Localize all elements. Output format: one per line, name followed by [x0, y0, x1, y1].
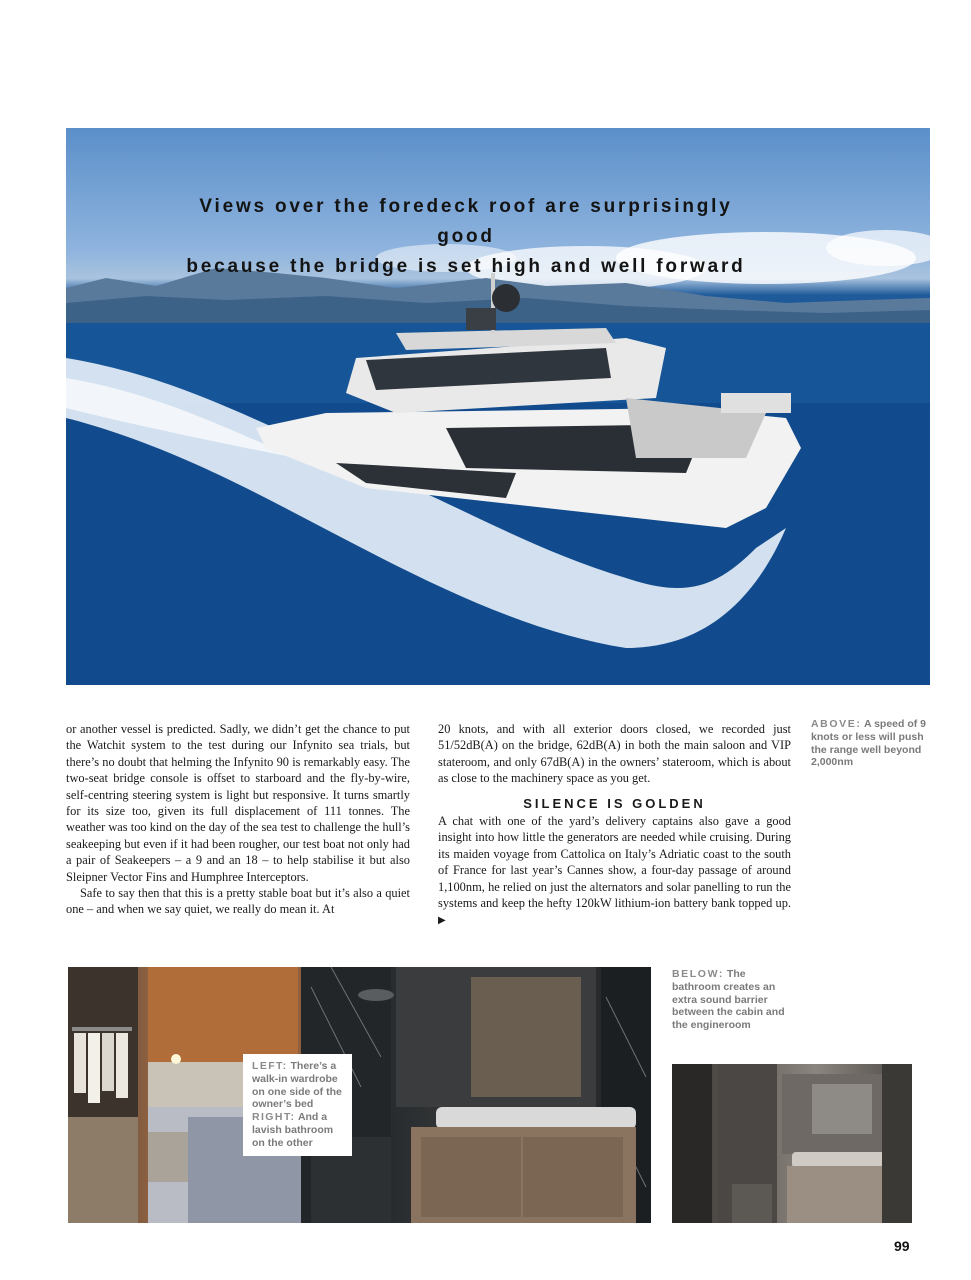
- bathroom-photo: [301, 967, 651, 1223]
- hero-photo-yacht: [66, 128, 930, 685]
- bathroom-photo-small: [672, 1064, 912, 1223]
- caption-above-text: A speed of 9 knots or less will push the range well beyond 2,000nm: [811, 718, 927, 769]
- caption-above: [811, 718, 926, 769]
- column1-paragraph-2: Safe to say then that this is a pretty stable boat but it’s also a quiet one – and when we say quiet, we really do mean it. At: [66, 886, 410, 917]
- caption-left-text: There’s a walk-in wardrobe on one side of the owner’s bed: [252, 1060, 342, 1111]
- caption-below-label: BELOW:: [672, 968, 724, 980]
- hero-caption: [176, 192, 756, 282]
- column2-paragraph-2: [438, 813, 791, 930]
- caption-right-label: RIGHT:: [252, 1111, 296, 1124]
- caption-above-label: ABOVE:: [811, 718, 862, 730]
- section-subhead: SILENCE IS GOLDEN: [523, 795, 706, 811]
- caption-left-right: [243, 1054, 352, 1156]
- page-number: 99: [894, 1238, 910, 1254]
- caption-below-text: The bathroom creates an extra sound barrier between the cabin and the engineroom: [672, 968, 785, 1032]
- column2-paragraph-2-text: A chat with one of the yard’s delivery captains also gave a good insight into how little the generators are needed while cruising. During its maiden voyage from Cattolica on Italy’s Adriatic coast to the south of France for last year’s Cannes show, a four-day passage of around 1,100nm, he relied on just the alternators and solar panelling to run the systems and keep the hefty 120kW lithium-ion battery bank topped up.: [438, 814, 791, 911]
- caption-right-text: And a lavish bathroom on the other: [252, 1111, 334, 1149]
- caption-below: [672, 968, 792, 1032]
- bathroom-illustration: [301, 967, 651, 1223]
- hero-caption-line1: Views over the foredeck roof are surprisingly good: [199, 196, 733, 247]
- article-column-2: [438, 721, 791, 930]
- caption-left-label: LEFT:: [252, 1060, 288, 1072]
- hero-caption-line2: because the bridge is set high and well forward: [186, 256, 746, 277]
- article-column-1: [66, 721, 410, 918]
- column1-paragraph-1: or another vessel is predicted. Sadly, we didn’t get the chance to put the Watchit system to the test during our Infynito sea trials, but there’s no doubt that helming the Infynito 90 is remarkably easy. The two-seat bridge console is offset to starboard and the fly-by-wire, self-centring steering system is light but responsive. It turns smartly for its size too, given its full displacement of 111 tonnes. The weather was too kind on the day of the sea test to challenge the hull’s seakeeping but even if it had been rougher, our test boat not only had a pair of Seakeepers – a 9 and an 18 – to help stabilise it but also Sleipner Vector Fins and Humphree Interceptors.: [66, 722, 410, 884]
- end-arrow-icon: ▶: [438, 915, 446, 927]
- bathroom-small-illustration: [672, 1064, 912, 1223]
- column2-paragraph-1: 20 knots, and with all exterior doors closed, we recorded just 51/52dB(A) on the bridge, 62dB(A) in both the main saloon and VIP stateroom, and only 67dB(A) in the owners’ stateroom, which is about as close to the machinery space as you get.: [438, 722, 791, 786]
